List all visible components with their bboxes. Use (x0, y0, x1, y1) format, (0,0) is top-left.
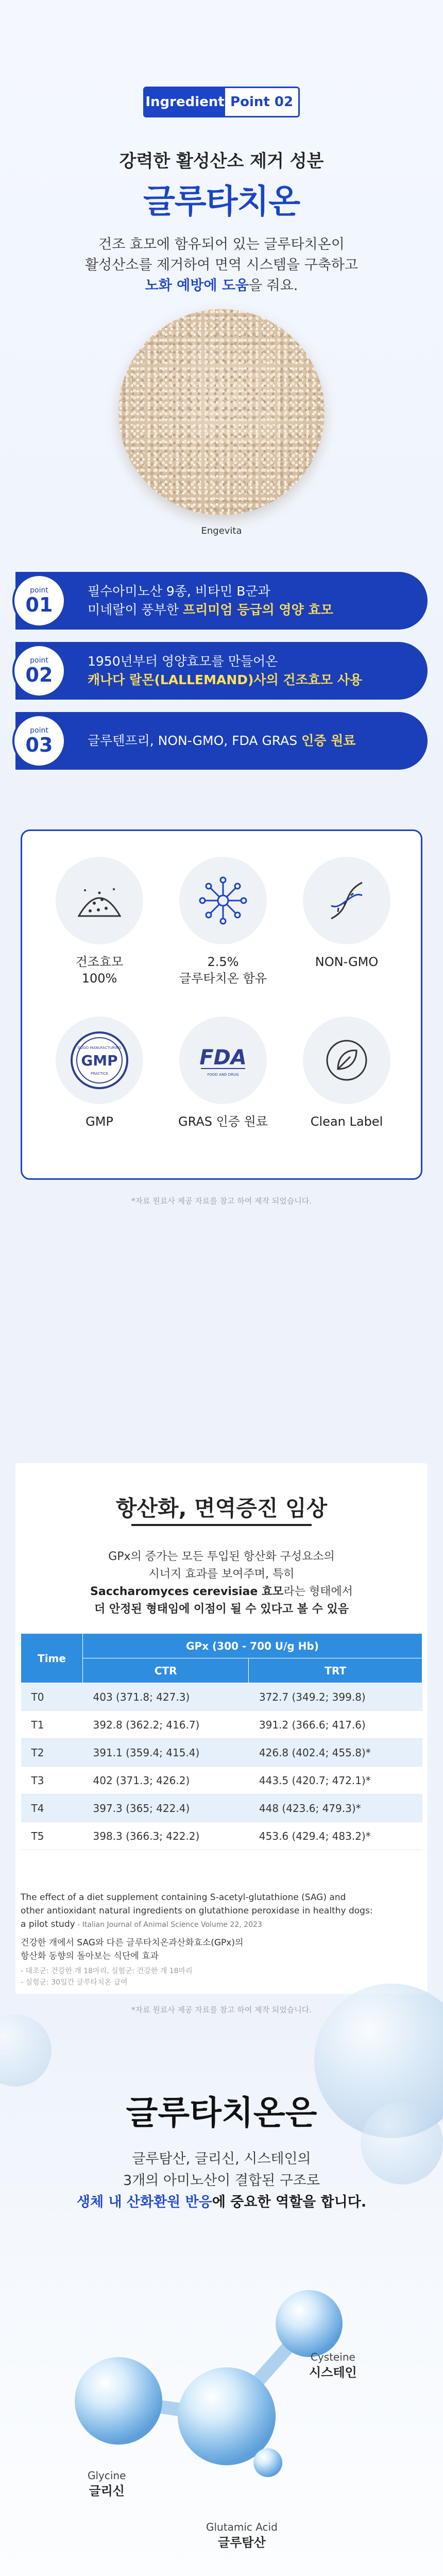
yeast-powder-icon (56, 857, 143, 944)
desc-line: 건조 효모에 함유되어 있는 글루타치온이 (98, 236, 345, 252)
study-note: - 대조군: 건강한 개 18마리, 실험군: 건강한 개 18마리 (21, 1967, 193, 1975)
point-badge (12, 714, 66, 768)
ingredient-description (0, 234, 443, 296)
ref2-line: 항산화 동향의 돌아보는 식단에 효과 (21, 1951, 159, 1961)
cell-trt: 391.2 (366.6; 417.6) (249, 1711, 422, 1739)
source-note: *자료 원료사 제공 자료를 참고 하여 제작 되었습니다. (131, 1196, 312, 1206)
cert-cell-clean-label (290, 1016, 403, 1130)
cert-label (43, 954, 156, 987)
ref2-line: 건강한 개에서 SAG와 다른 글루타치온과산화효소(GPx)의 (21, 1938, 244, 1948)
cert-label-line: 건조효모 (75, 955, 124, 969)
cell-trt: 372.7 (349.2; 399.8) (249, 1683, 422, 1711)
study-reference (21, 1891, 422, 1931)
gmp-badge-text: GMP (81, 1052, 118, 1069)
point-badge-number: 02 (25, 664, 53, 686)
point-line: 1950년부터 영양효모를 만들어온 (88, 654, 278, 669)
cert-label-line: 글루타치온 함유 (179, 971, 267, 986)
study-note: - 실험군: 30일간 글루타치온 급여 (21, 1978, 128, 1987)
cell-trt: 453.6 (429.4; 483.2)* (249, 1822, 422, 1850)
ref-line (21, 1918, 422, 1931)
cell-ctr: 403 (371.8; 427.3) (83, 1683, 249, 1711)
label-en: Glutamic Acid (206, 2521, 278, 2533)
cell-trt: 426.8 (402.4; 455.8)* (249, 1739, 422, 1767)
structure-desc-line: 글루탐산, 글리신, 시스테인의 (132, 2151, 311, 2167)
ingredient-intro-section (0, 0, 443, 799)
structure-desc-line (0, 2192, 443, 2213)
study-description (15, 1548, 428, 1618)
cert-cell-nongmo (290, 857, 403, 970)
label-ko: 글리신 (89, 2484, 125, 2498)
point-text (88, 582, 333, 619)
point-badge-number: 01 (25, 594, 53, 616)
cert-cell-glutathione (166, 857, 280, 987)
point-text (88, 732, 355, 750)
study-reference-korean (21, 1936, 422, 1963)
cert-label (290, 954, 403, 970)
molecule-icon (179, 857, 267, 944)
point-line (88, 732, 355, 750)
structure-desc-rest: 에 중요한 역할을 합니다. (212, 2194, 367, 2210)
point-badge-label: point (30, 726, 48, 735)
table-row (21, 1822, 422, 1850)
gpx-table (21, 1633, 422, 1850)
study-desc-line: 시너지 효과를 보여주며, 특히 (148, 1568, 295, 1581)
tag-point-label: Point 02 (225, 88, 298, 116)
cell-ctr: 391.1 (359.4; 415.4) (83, 1739, 249, 1767)
cell-ctr: 398.3 (366.3; 422.2) (83, 1822, 249, 1850)
structure-title: 글루타치온은 (126, 2094, 317, 2132)
dna-icon (303, 857, 390, 944)
ref-line: The effect of a diet supplement containing S-acetyl-glutathione (SAG) and (21, 1892, 346, 1903)
cert-label-line: GMP (86, 1114, 113, 1129)
cert-label (166, 1113, 280, 1130)
ingredient-point-tag (143, 87, 300, 117)
gmp-badge-top-text: GOOD MANUFACTURING (77, 1046, 122, 1050)
tag-ingredient-label: Ingredient (145, 88, 225, 116)
table-row (21, 1711, 422, 1739)
cert-label (290, 1113, 403, 1130)
point-line (88, 671, 362, 689)
yeast-powder-image (118, 309, 325, 515)
table-row (21, 1683, 422, 1711)
table-row (21, 1794, 422, 1822)
gmp-icon (56, 1016, 143, 1104)
source-note: *자료 원료사 제공 자료를 참고 하여 제작 되었습니다. (131, 2005, 312, 2014)
point-item (15, 642, 428, 700)
cert-label-line: NON-GMO (315, 955, 379, 969)
col-ctr-header: CTR (83, 1658, 249, 1683)
gpx-table-body (21, 1683, 422, 1850)
certification-grid-section (0, 799, 443, 1314)
point-badge-number: 03 (25, 734, 53, 756)
desc-line: 활성산소를 제거하여 면역 시스템을 구축하고 (85, 257, 358, 273)
point-line-bold: 프리미엄 등급의 영양 효모 (182, 602, 333, 617)
leaf-icon (303, 1016, 390, 1104)
cell-trt: 448 (423.6; 479.3)* (249, 1794, 422, 1822)
clinical-study-section (0, 1314, 443, 2025)
point-list (15, 572, 428, 782)
glutathione-structure-section (0, 2025, 443, 2576)
fda-badge-text: FDA (199, 1046, 247, 1070)
desc-rest: 을 줘요. (248, 278, 298, 294)
point-line-text: 글루텐프리, NON-GMO, FDA GRAS (88, 733, 302, 748)
cert-label-line: GRAS 인증 원료 (178, 1114, 268, 1129)
point-text (88, 652, 362, 689)
point-item (15, 712, 428, 770)
cell-time: T5 (21, 1822, 83, 1850)
label-en: Cysteine (310, 2351, 355, 2363)
point-line-text: 미네랄이 풍부한 (88, 602, 183, 617)
col-trt-header: TRT (249, 1658, 422, 1683)
fda-badge-sub-text: FOOD AND DRUG (207, 1073, 239, 1077)
gmp-badge-bottom-text: PRACTICE (90, 1072, 109, 1076)
cert-label-line: 100% (81, 971, 117, 986)
study-desc-bold: Saccharomyces cerevisiae 효모 (90, 1585, 284, 1598)
ref-source: - Italian Journal of Animal Science Volume 22, 2023 (75, 1921, 262, 1929)
cert-cell-gras (166, 1016, 280, 1130)
table-row (21, 1739, 422, 1767)
study-notes (21, 1965, 422, 1988)
ref-line-text: a pilot study (21, 1919, 75, 1929)
cert-label (166, 954, 280, 987)
label-glutamic-acid (206, 2519, 278, 2550)
table-row (21, 1767, 422, 1794)
point-badge (12, 644, 66, 698)
structure-description (0, 2148, 443, 2213)
image-caption: Engevita (201, 526, 242, 536)
point-badge-label: point (30, 586, 48, 595)
point-line (88, 601, 333, 619)
cell-ctr: 392.8 (362.2; 416.7) (83, 1711, 249, 1739)
study-desc-line: GPx의 증가는 모든 투입된 항산화 구성요소의 (108, 1550, 335, 1563)
title-underline (131, 1524, 312, 1526)
label-cysteine (309, 2349, 357, 2380)
cell-time: T2 (21, 1739, 83, 1767)
cell-ctr: 397.3 (365; 422.4) (83, 1794, 249, 1822)
study-desc-line: 더 안정된 형태임에 이점이 될 수 있다고 볼 수 있음 (94, 1603, 349, 1616)
desc-highlight: 노화 예방에 도움 (145, 278, 249, 294)
ref-line: other antioxidant natural ingredients on glutathione peroxidase in healthy dogs: (21, 1906, 373, 1916)
ingredient-subtitle: 강력한 활성산소 제거 성분 (119, 151, 324, 172)
study-title: 항산화, 면역증진 임상 (115, 1496, 328, 1521)
fda-icon (179, 1016, 267, 1104)
point-line: 필수아미노산 9종, 비타민 B군과 (88, 584, 270, 599)
cert-cell-yeast (43, 857, 156, 987)
cell-trt: 443.5 (420.7; 472.1)* (249, 1767, 422, 1794)
point-item (15, 572, 428, 630)
cert-label-line: Clean Label (310, 1114, 383, 1129)
cell-time: T3 (21, 1767, 83, 1794)
certification-grid (21, 829, 422, 1180)
decorative-bubble (0, 2014, 52, 2087)
cell-time: T1 (21, 1711, 83, 1739)
desc-line (0, 276, 443, 296)
clinical-study-card (15, 1463, 428, 1994)
study-desc-line (15, 1583, 428, 1601)
point-badge-label: point (30, 656, 48, 665)
structure-desc-highlight: 생체 내 산화환원 반응 (76, 2194, 212, 2210)
point-badge (12, 574, 66, 628)
col-time-header: Time (21, 1634, 83, 1683)
cert-label-line: 2.5% (207, 955, 239, 969)
cert-label (43, 1113, 156, 1130)
label-ko: 시스테인 (309, 2365, 357, 2380)
cell-ctr: 402 (371.3; 426.2) (83, 1767, 249, 1794)
point-line-bold: 인증 원료 (301, 733, 356, 748)
cell-time: T4 (21, 1794, 83, 1822)
study-desc-rest: 라는 형태에서 (283, 1585, 353, 1598)
label-glycine (88, 2468, 126, 2499)
point-line-bold: 캐나다 랄몬(LALLEMAND)사의 건조효모 사용 (88, 672, 363, 687)
structure-desc-line: 3개의 아미노산이 결합된 구조로 (123, 2173, 320, 2189)
label-ko: 글루탐산 (218, 2535, 266, 2550)
cert-cell-gmp (43, 1016, 156, 1130)
gpx-main-header: GPx (300 - 700 U/g Hb) (83, 1634, 422, 1658)
ingredient-title: 글루타치온 (143, 183, 300, 221)
cell-time: T0 (21, 1683, 83, 1711)
label-en: Glycine (88, 2469, 126, 2482)
